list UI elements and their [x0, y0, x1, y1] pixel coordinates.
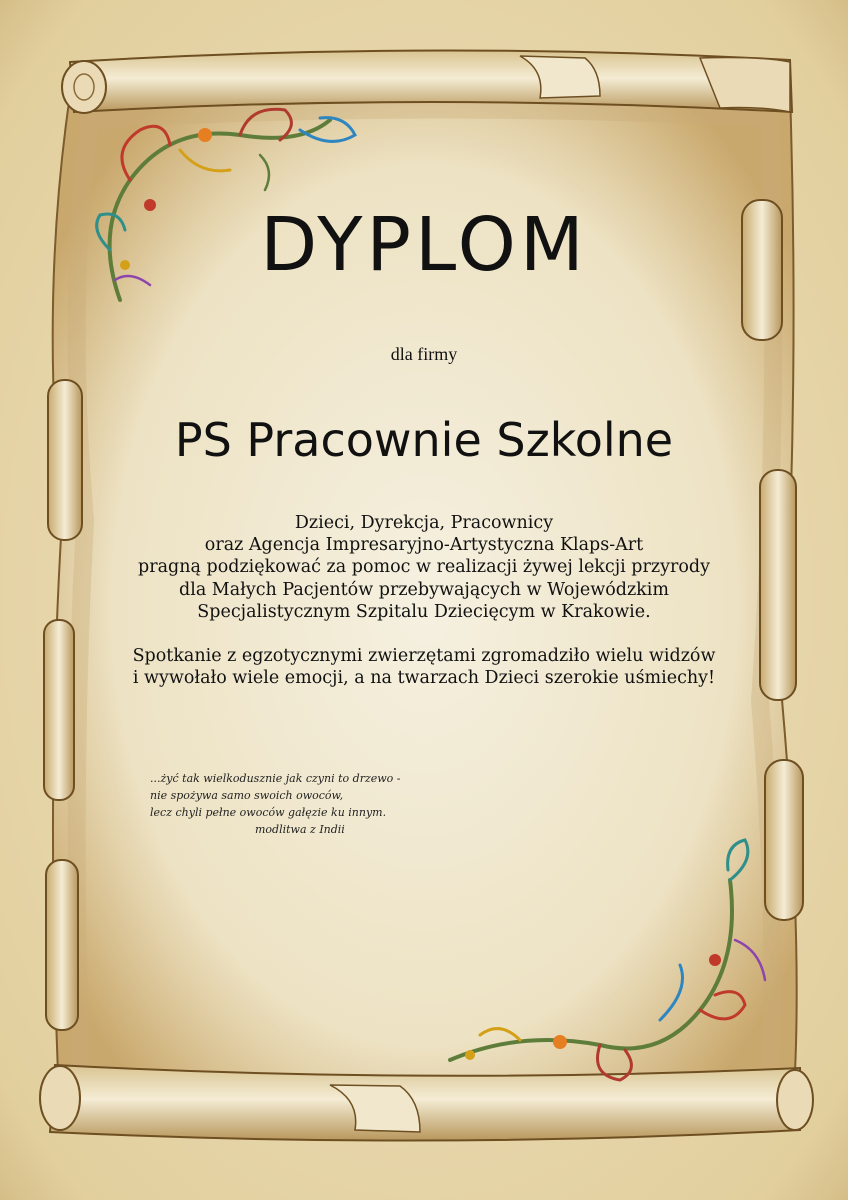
body-line: oraz Agencja Impresaryjno-Artystyczna Klaps-Art — [204, 535, 644, 556]
bottom-scroll-roll — [40, 1065, 813, 1141]
diploma-title: DYPLOM — [260, 202, 588, 288]
quote-source: modlitwa z Indii — [255, 823, 345, 836]
recipient-name: PS Pracownie Szkolne — [174, 413, 674, 467]
quote-line: ...żyć tak wielkodusznie jak czyni to drzewo - — [150, 772, 401, 785]
quote-block — [150, 770, 450, 838]
body-line: Specjalistycznym Szpitalu Dziecięcym w Krakowie. — [197, 601, 651, 622]
closing-line: Spotkanie z egzotycznymi zwierzętami zgromadziło wielu widzów — [132, 646, 716, 667]
body-text — [0, 512, 848, 689]
body-line: pragną podziękować za pomoc w realizacji żywej lekcji przyrody — [138, 557, 710, 578]
closing-line: i wywołało wiele emocji, a na twarzach Dzieci szerokie uśmiechy! — [132, 668, 716, 689]
body-line: dla Małych Pacjentów przebywających w Wojewódzkim — [179, 579, 669, 600]
diploma-subtitle: dla firmy — [390, 344, 458, 364]
quote-line: lecz chyli pełne owoców gałęzie ku innym. — [150, 806, 387, 819]
quote-line: nie spożywa samo swoich owoców, — [150, 789, 344, 802]
body-line: Dzieci, Dyrekcja, Pracownicy — [294, 513, 554, 533]
